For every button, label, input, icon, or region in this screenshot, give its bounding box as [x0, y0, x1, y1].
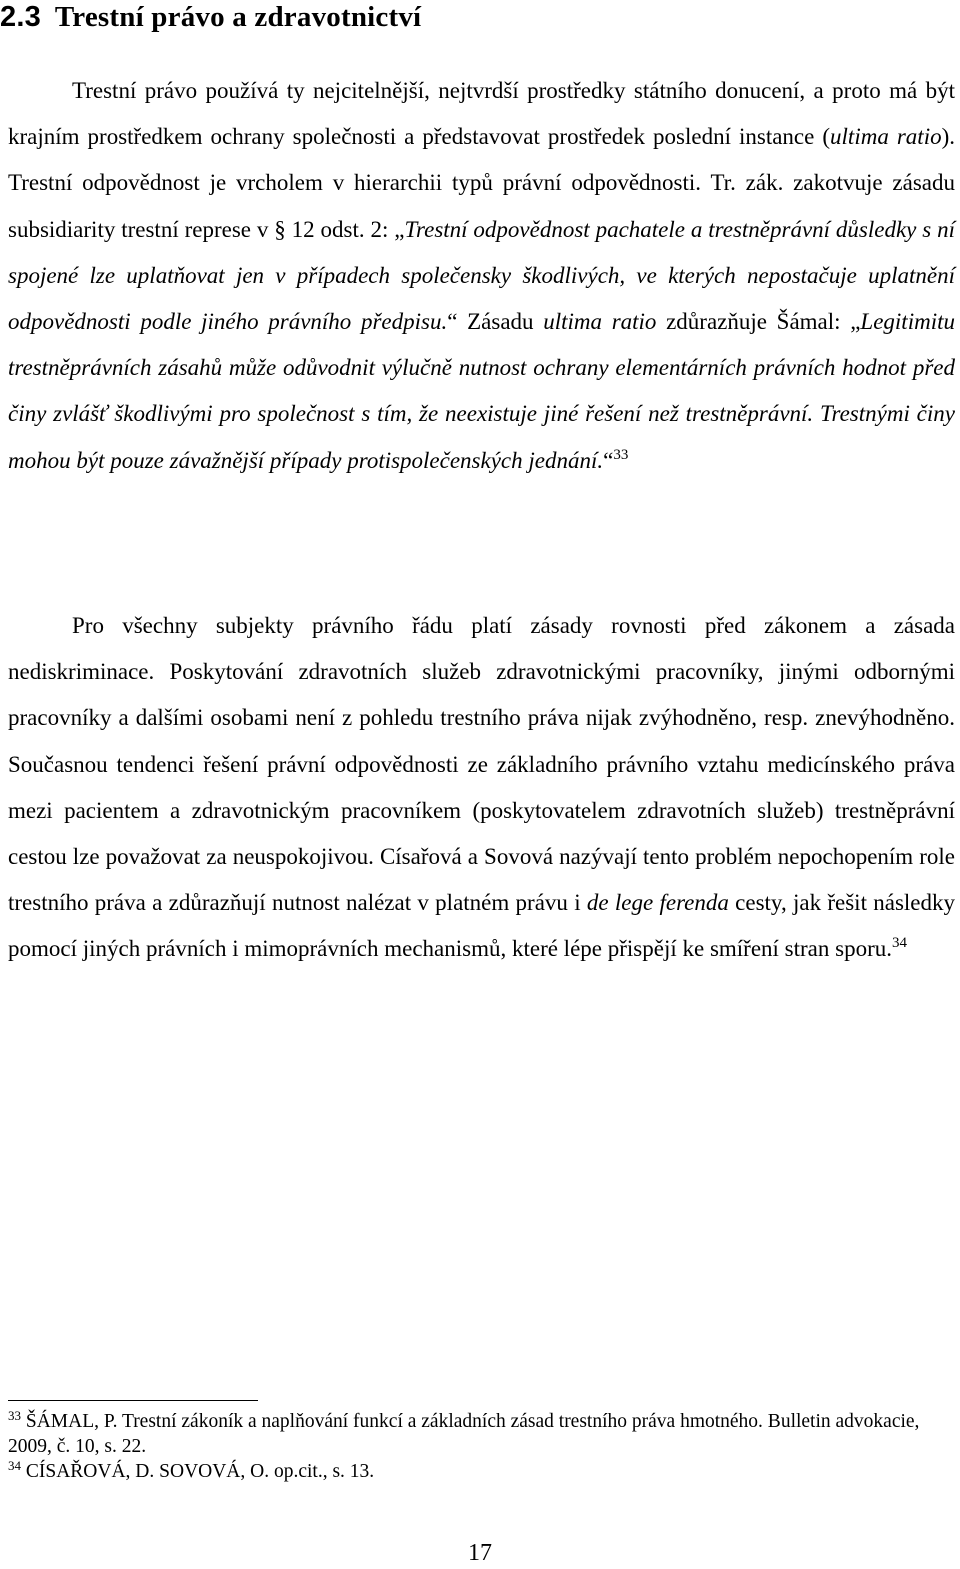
section-title: Trestní právo a zdravotnictví — [54, 1, 422, 33]
footnote-text: ŠÁMAL, P. Trestní zákoník a naplňování funkcí a základních zásad trestního práva hmotného. Bulletin advokacie, 2009, č. 10, s. 22. — [8, 1411, 920, 1457]
text-run: Trestní právo používá ty nejcitelnější, nejtvrdší prostředky státního donucení, a proto má být krajním prostředkem ochrany společnosti a představovat prostředek poslední instance ( — [8, 78, 955, 150]
footnotes — [8, 1409, 955, 1484]
italic-term: de lege ferenda — [586, 890, 729, 916]
paragraph-equality-healthcare — [8, 603, 955, 973]
paragraph-criminal-law-ultima-ratio — [8, 68, 955, 484]
text-run: “ Zásadu — [447, 309, 544, 335]
text-run: “ — [603, 447, 614, 473]
text-run: zdůrazňuje Šámal: „ — [656, 309, 861, 335]
footnote-ref-33[interactable]: 33 — [613, 446, 629, 463]
footnote-33 — [8, 1409, 955, 1459]
statute-quote: Trestní odpovědnost pachatele a trestněprávní důsledky s ní spojené lze uplatňovat jen v případech společensky škodlivých, ve kterých nepostačuje uplatnění odpovědnosti podle jiného právního předpisu. — [8, 216, 955, 335]
footnote-number: 33 — [8, 1408, 21, 1423]
text-run: cesty, jak řešit následky pomocí jiných právních i mimoprávních mechanismů, které lépe přispějí ke smíření stran sporu. — [8, 890, 956, 962]
footnote-text: CÍSAŘOVÁ, D. SOVOVÁ, O. op.cit., s. 13. — [25, 1461, 375, 1482]
samal-quote: Legitimitu trestněprávních zásahů může odůvodnit výlučně nutnost ochrany elementárních právních hodnot před činy zvlášť škodlivými pro společnost s tím, že neexistuje jiné řešení než trestněprávní. Trestnými činy mohou být pouze závažnější případy protispolečenských jednání. — [8, 309, 955, 473]
section-number: 2.3 — [0, 1, 41, 33]
footnote-34 — [8, 1459, 955, 1484]
text-run: ). Trestní odpovědnost je vrcholem v hierarchii typů právní odpovědnosti. Tr. zák. zakotvuje zásadu subsidiarity trestní represe v § 12 odst. 2: „ — [8, 124, 956, 242]
footnote-ref-34[interactable]: 34 — [892, 935, 907, 952]
text-run: Pro všechny subjekty právního řádu platí zásady rovnosti před zákonem a zásada nediskriminace. Poskytování zdravotních služeb zdravotnickými pracovníky, jinými odbornými pracovníky a dalšími osobami není z pohledu trestního práva nijak zvýhodněno, resp. znevýhodněno. Současnou tendenci řešení právní odpovědnosti ze základního právního vztahu medicínského práva mezi pacientem a zdravotnickým pracovníkem (poskytovatelem zdravotních služeb) trestněprávní cestou lze považovat za neuspokojivou. Císařová a Sovová nazývají tento problém nepochopením role trestního práva a zdůrazňují nutnost nalézat v platném právu i — [8, 613, 955, 916]
italic-term: ultima ratio — [830, 124, 942, 150]
italic-term: ultima ratio — [543, 309, 657, 335]
footnote-number: 34 — [8, 1458, 21, 1473]
footnote-separator — [8, 1400, 258, 1401]
page-number: 17 — [468, 1540, 492, 1566]
section-heading — [0, 0, 421, 34]
